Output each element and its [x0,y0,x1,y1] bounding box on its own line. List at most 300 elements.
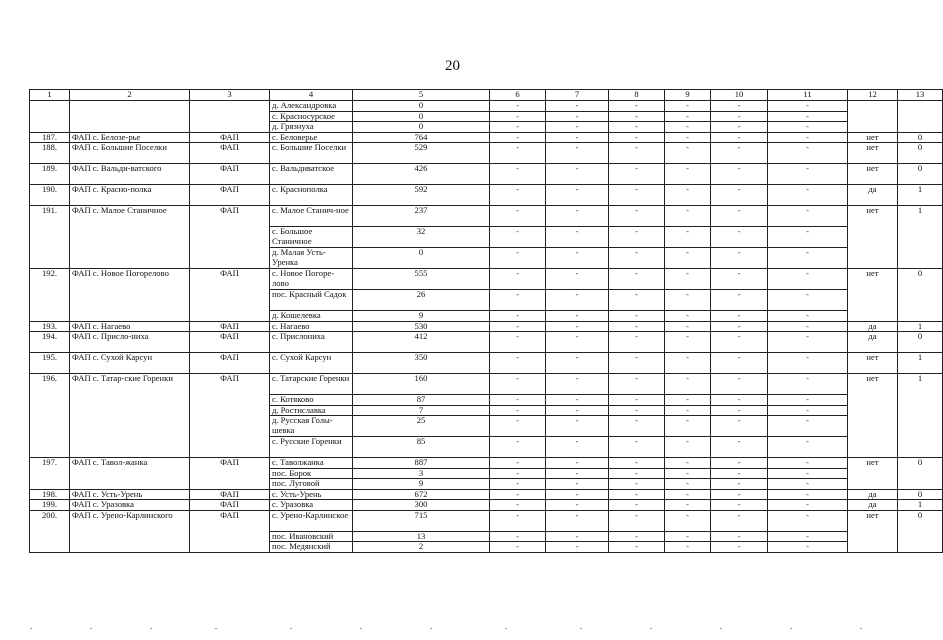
empty-dash-cell: - [665,468,711,479]
locality-name: д. Грязнуха [270,122,353,133]
status-flag: нет [848,164,898,185]
population-value: 0 [353,122,490,133]
empty-dash-cell: - [711,101,768,112]
empty-dash-cell: - [609,468,665,479]
scan-dot [90,628,92,629]
row-number: 195. [30,353,70,374]
status-flag: нет [848,374,898,458]
empty-dash-cell: - [546,500,609,511]
empty-dash-cell: - [768,531,848,542]
empty-dash-cell: - [609,500,665,511]
empty-dash-cell: - [768,500,848,511]
facility-name: ФАП с. Нагаево [70,321,190,332]
locality-name: с. Новое Погоре-лово [270,269,353,290]
empty-dash-cell: - [665,374,711,395]
empty-dash-cell: - [546,437,609,458]
empty-dash-cell: - [609,332,665,353]
empty-dash-cell: - [768,269,848,290]
table-row [30,185,943,206]
facility-name: ФАП с. Уразовка [70,500,190,511]
facility-type: ФАП [190,500,270,511]
scan-dot [290,628,292,629]
empty-dash-cell: - [665,353,711,374]
population-value: 530 [353,321,490,332]
locality-name: с. Нагаево [270,321,353,332]
locality-name: пос. Луговой [270,479,353,490]
count-value: 0 [898,269,943,322]
population-value: 426 [353,164,490,185]
empty-dash-cell: - [490,227,546,248]
population-value: 0 [353,111,490,122]
facility-type: ФАП [190,132,270,143]
row-number: 196. [30,374,70,458]
col-header: 13 [898,90,943,101]
row-number: 188. [30,143,70,164]
empty-dash-cell: - [546,206,609,227]
empty-dash-cell: - [665,405,711,416]
status-flag: да [848,332,898,353]
facilities-table-container [29,89,925,553]
empty-dash-cell: - [768,374,848,395]
empty-dash-cell: - [490,248,546,269]
empty-dash-cell: - [609,185,665,206]
status-flag: нет [848,353,898,374]
population-value: 0 [353,101,490,112]
empty-dash-cell: - [665,542,711,553]
col-header: 1 [30,90,70,101]
col-header: 7 [546,90,609,101]
population-value: 0 [353,248,490,269]
empty-dash-cell: - [490,510,546,531]
empty-dash-cell: - [609,122,665,133]
empty-dash-cell: - [609,321,665,332]
locality-name: с. Малое Станич-ное [270,206,353,227]
scan-dot [650,628,652,629]
empty-dash-cell: - [490,269,546,290]
count-value: 1 [898,321,943,332]
locality-name: с. Сухой Карсун [270,353,353,374]
count-value [898,101,943,133]
table-row [30,353,943,374]
empty-dash-cell: - [490,531,546,542]
count-value: 0 [898,458,943,490]
col-header: 6 [490,90,546,101]
col-header: 12 [848,90,898,101]
status-flag: нет [848,143,898,164]
empty-dash-cell: - [711,143,768,164]
facility-name [70,101,190,133]
empty-dash-cell: - [711,510,768,531]
empty-dash-cell: - [711,164,768,185]
empty-dash-cell: - [609,405,665,416]
empty-dash-cell: - [665,290,711,311]
empty-dash-cell: - [711,248,768,269]
population-value: 7 [353,405,490,416]
empty-dash-cell: - [490,132,546,143]
facility-type: ФАП [190,374,270,458]
locality-name: с. Беловерье [270,132,353,143]
empty-dash-cell: - [546,542,609,553]
empty-dash-cell: - [609,164,665,185]
empty-dash-cell: - [711,311,768,322]
empty-dash-cell: - [609,269,665,290]
row-number: 189. [30,164,70,185]
empty-dash-cell: - [768,479,848,490]
empty-dash-cell: - [609,542,665,553]
count-value: 0 [898,489,943,500]
locality-name: с. Красносурское [270,111,353,122]
empty-dash-cell: - [711,122,768,133]
scan-dot [360,628,362,629]
population-value: 32 [353,227,490,248]
locality-name: д. Малая Усть-Уренка [270,248,353,269]
empty-dash-cell: - [768,458,848,469]
population-value: 2 [353,542,490,553]
empty-dash-cell: - [490,143,546,164]
status-flag: нет [848,132,898,143]
empty-dash-cell: - [665,185,711,206]
row-number: 192. [30,269,70,322]
locality-name: с. Котяково [270,395,353,406]
locality-name: пос. Красный Садок [270,290,353,311]
empty-dash-cell: - [546,269,609,290]
table-row [30,101,943,112]
empty-dash-cell: - [546,321,609,332]
empty-dash-cell: - [546,290,609,311]
empty-dash-cell: - [768,489,848,500]
facility-name: ФАП с. Вальди-ватского [70,164,190,185]
empty-dash-cell: - [609,227,665,248]
facility-name: ФАП с. Белозе-рье [70,132,190,143]
empty-dash-cell: - [768,248,848,269]
empty-dash-cell: - [665,248,711,269]
empty-dash-cell: - [768,353,848,374]
row-number [30,101,70,133]
table-row [30,510,943,531]
empty-dash-cell: - [490,468,546,479]
empty-dash-cell: - [490,374,546,395]
scan-dot [580,628,582,629]
empty-dash-cell: - [546,510,609,531]
empty-dash-cell: - [665,101,711,112]
empty-dash-cell: - [711,437,768,458]
status-flag: нет [848,458,898,490]
empty-dash-cell: - [665,269,711,290]
empty-dash-cell: - [546,164,609,185]
empty-dash-cell: - [665,437,711,458]
population-value: 25 [353,416,490,437]
locality-name: д. Русская Голы-шевка [270,416,353,437]
empty-dash-cell: - [546,111,609,122]
empty-dash-cell: - [609,374,665,395]
population-value: 715 [353,510,490,531]
empty-dash-cell: - [546,122,609,133]
locality-name: с. Большие Поселки [270,143,353,164]
empty-dash-cell: - [665,531,711,542]
empty-dash-cell: - [609,248,665,269]
empty-dash-cell: - [546,458,609,469]
status-flag: нет [848,269,898,322]
empty-dash-cell: - [768,164,848,185]
population-value: 9 [353,311,490,322]
table-row [30,143,943,164]
locality-name: пос. Ивановский [270,531,353,542]
status-flag: да [848,489,898,500]
col-header: 5 [353,90,490,101]
col-header: 9 [665,90,711,101]
facility-type: ФАП [190,269,270,322]
empty-dash-cell: - [665,111,711,122]
facility-type: ФАП [190,332,270,353]
empty-dash-cell: - [711,405,768,416]
population-value: 529 [353,143,490,164]
empty-dash-cell: - [711,321,768,332]
empty-dash-cell: - [546,143,609,164]
empty-dash-cell: - [546,332,609,353]
empty-dash-cell: - [490,479,546,490]
scan-dot [30,628,32,629]
facility-name: ФАП с. Сухой Карсун [70,353,190,374]
facility-type: ФАП [190,143,270,164]
empty-dash-cell: - [711,353,768,374]
empty-dash-cell: - [490,185,546,206]
empty-dash-cell: - [665,458,711,469]
facility-type: ФАП [190,458,270,490]
facility-name: ФАП с. Новое Погорелово [70,269,190,322]
population-value: 764 [353,132,490,143]
empty-dash-cell: - [546,227,609,248]
table-row [30,132,943,143]
population-value: 87 [353,395,490,406]
empty-dash-cell: - [665,479,711,490]
locality-name: с. Татарские Горенки [270,374,353,395]
empty-dash-cell: - [711,416,768,437]
table-row [30,206,943,227]
empty-dash-cell: - [711,132,768,143]
row-number: 191. [30,206,70,269]
empty-dash-cell: - [546,185,609,206]
empty-dash-cell: - [665,206,711,227]
table-row [30,374,943,395]
scan-dot [860,628,862,629]
empty-dash-cell: - [711,531,768,542]
empty-dash-cell: - [665,311,711,322]
page-number: 20 [445,58,460,74]
empty-dash-cell: - [609,437,665,458]
table-row [30,458,943,469]
empty-dash-cell: - [711,269,768,290]
scan-dot [790,628,792,629]
facility-name: ФАП с. Красно-полка [70,185,190,206]
empty-dash-cell: - [490,395,546,406]
empty-dash-cell: - [490,321,546,332]
empty-dash-cell: - [665,122,711,133]
facilities-table [29,89,943,553]
scan-dot [720,628,722,629]
scan-dot [430,628,432,629]
col-header: 10 [711,90,768,101]
empty-dash-cell: - [609,395,665,406]
empty-dash-cell: - [768,143,848,164]
empty-dash-cell: - [490,489,546,500]
scan-dot [215,628,217,629]
facility-name: ФАП с. Тавол-жанка [70,458,190,490]
empty-dash-cell: - [609,111,665,122]
row-number: 198. [30,489,70,500]
empty-dash-cell: - [546,489,609,500]
empty-dash-cell: - [768,437,848,458]
empty-dash-cell: - [665,510,711,531]
facility-name: ФАП с. Большие Поселки [70,143,190,164]
facility-type: ФАП [190,321,270,332]
empty-dash-cell: - [490,290,546,311]
empty-dash-cell: - [665,321,711,332]
locality-name: д. Ростиславка [270,405,353,416]
empty-dash-cell: - [609,479,665,490]
locality-name: с. Большое Станичное [270,227,353,248]
locality-name: с. Урено-Карлинское [270,510,353,531]
empty-dash-cell: - [711,489,768,500]
empty-dash-cell: - [711,542,768,553]
empty-dash-cell: - [768,468,848,479]
empty-dash-cell: - [768,395,848,406]
row-number: 194. [30,332,70,353]
row-number: 190. [30,185,70,206]
count-value: 0 [898,164,943,185]
table-row [30,164,943,185]
empty-dash-cell: - [490,332,546,353]
empty-dash-cell: - [546,101,609,112]
col-header: 3 [190,90,270,101]
empty-dash-cell: - [609,143,665,164]
empty-dash-cell: - [546,353,609,374]
empty-dash-cell: - [546,416,609,437]
empty-dash-cell: - [490,164,546,185]
col-header: 2 [70,90,190,101]
empty-dash-cell: - [768,101,848,112]
facility-type: ФАП [190,353,270,374]
empty-dash-cell: - [768,227,848,248]
empty-dash-cell: - [546,405,609,416]
row-number: 200. [30,510,70,552]
count-value: 0 [898,332,943,353]
empty-dash-cell: - [711,111,768,122]
population-value: 300 [353,500,490,511]
empty-dash-cell: - [665,332,711,353]
scan-artifacts [0,628,905,634]
locality-name: пос. Медянский [270,542,353,553]
empty-dash-cell: - [768,542,848,553]
empty-dash-cell: - [711,479,768,490]
locality-name: с. Краснополка [270,185,353,206]
count-value: 0 [898,510,943,552]
status-flag: да [848,500,898,511]
count-value: 1 [898,353,943,374]
empty-dash-cell: - [546,395,609,406]
empty-dash-cell: - [546,531,609,542]
population-value: 555 [353,269,490,290]
empty-dash-cell: - [546,374,609,395]
empty-dash-cell: - [711,468,768,479]
empty-dash-cell: - [609,101,665,112]
empty-dash-cell: - [490,353,546,374]
empty-dash-cell: - [665,489,711,500]
facility-type: ФАП [190,185,270,206]
population-value: 412 [353,332,490,353]
facility-name: ФАП с. Усть-Урень [70,489,190,500]
population-value: 3 [353,468,490,479]
empty-dash-cell: - [609,311,665,322]
empty-dash-cell: - [609,132,665,143]
empty-dash-cell: - [490,458,546,469]
empty-dash-cell: - [546,132,609,143]
empty-dash-cell: - [609,531,665,542]
empty-dash-cell: - [490,416,546,437]
empty-dash-cell: - [546,479,609,490]
facility-type: ФАП [190,206,270,269]
empty-dash-cell: - [665,500,711,511]
empty-dash-cell: - [665,416,711,437]
empty-dash-cell: - [609,290,665,311]
empty-dash-cell: - [490,311,546,322]
locality-name: с. Прислониха [270,332,353,353]
count-value: 1 [898,500,943,511]
empty-dash-cell: - [546,468,609,479]
empty-dash-cell: - [490,206,546,227]
table-body [30,101,943,553]
status-flag: нет [848,206,898,269]
status-flag: да [848,321,898,332]
row-number: 193. [30,321,70,332]
facility-type: ФАП [190,164,270,185]
empty-dash-cell: - [609,489,665,500]
empty-dash-cell: - [768,321,848,332]
empty-dash-cell: - [490,405,546,416]
empty-dash-cell: - [768,416,848,437]
empty-dash-cell: - [665,164,711,185]
row-number: 197. [30,458,70,490]
facility-type: ФАП [190,489,270,500]
locality-name: с. Таволжанка [270,458,353,469]
col-header: 11 [768,90,848,101]
empty-dash-cell: - [768,405,848,416]
population-value: 592 [353,185,490,206]
population-value: 887 [353,458,490,469]
empty-dash-cell: - [711,500,768,511]
table-row [30,269,943,290]
empty-dash-cell: - [665,227,711,248]
empty-dash-cell: - [768,510,848,531]
empty-dash-cell: - [665,132,711,143]
population-value: 85 [353,437,490,458]
count-value: 0 [898,132,943,143]
empty-dash-cell: - [490,542,546,553]
count-value: 1 [898,185,943,206]
facility-type [190,101,270,133]
locality-name: с. Усть-Урень [270,489,353,500]
facility-name: ФАП с. Урено-Карлинского [70,510,190,552]
facility-name: ФАП с. Прислo-ниха [70,332,190,353]
status-flag: нет [848,510,898,552]
status-flag [848,101,898,133]
empty-dash-cell: - [490,437,546,458]
locality-name: д. Александровка [270,101,353,112]
population-value: 26 [353,290,490,311]
empty-dash-cell: - [609,353,665,374]
empty-dash-cell: - [768,122,848,133]
locality-name: с. Русские Горенки [270,437,353,458]
empty-dash-cell: - [711,374,768,395]
